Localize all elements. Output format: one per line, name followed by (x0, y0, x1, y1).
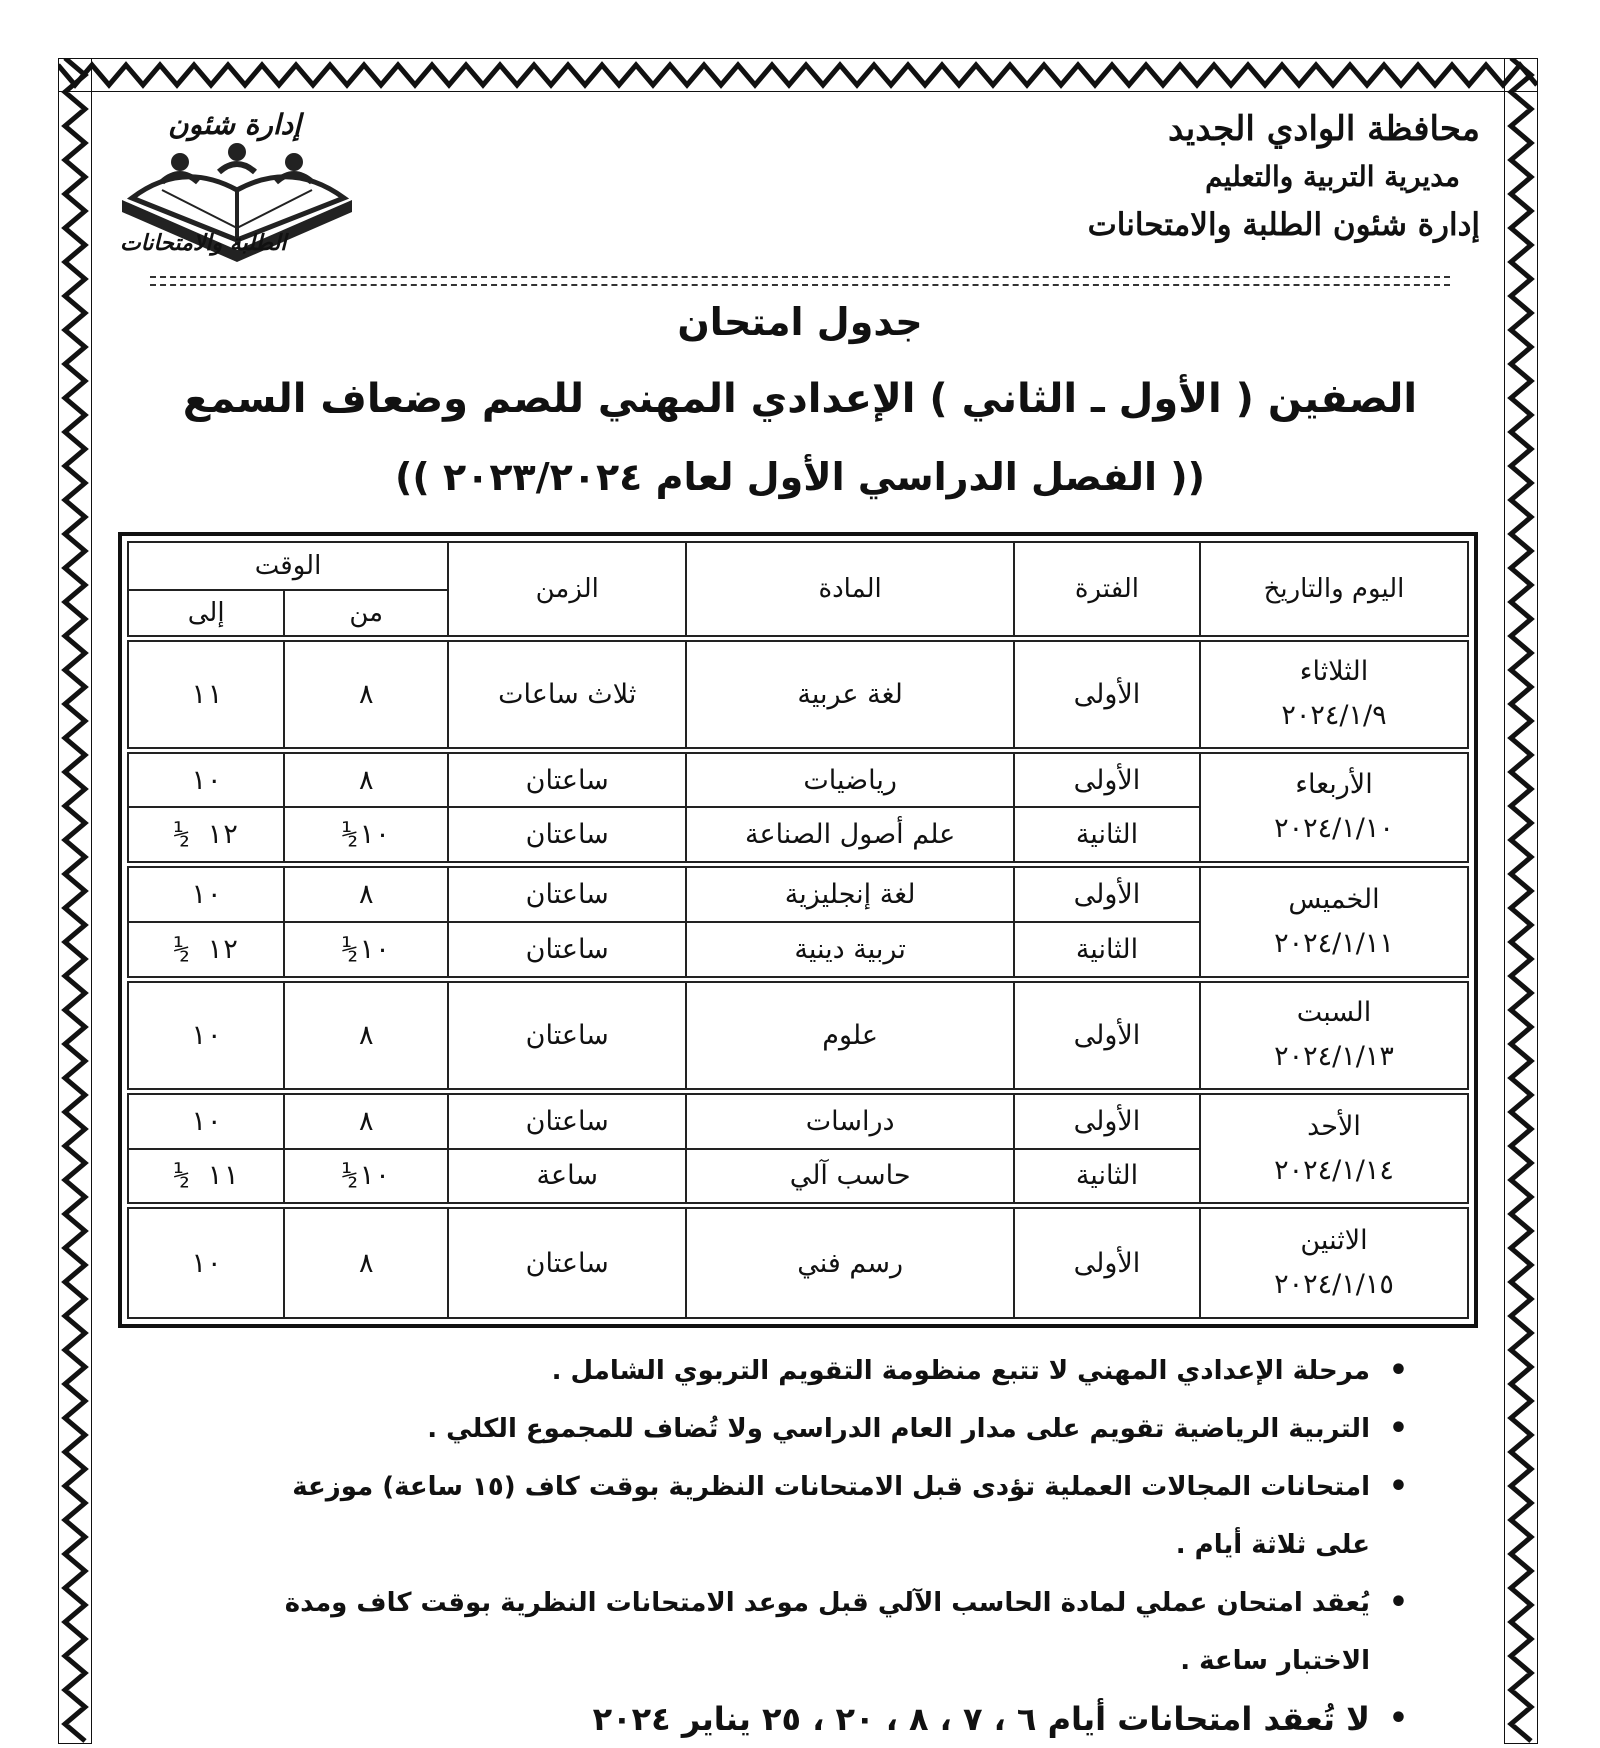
governorate-name: محافظة الوادي الجديد (1167, 109, 1480, 149)
note-item: • امتحانات المجالات العملية تؤدى قبل الامتحانات النظرية بوقت كاف (١٥ ساعة) موزعة على ثلاثة أيام . (280, 1458, 1370, 1574)
from-cell: ٨ (284, 1206, 448, 1318)
duration-cell: ثلاث ساعات (448, 638, 686, 750)
duration-cell: ساعتان (448, 807, 686, 864)
from-cell: ٨ (284, 750, 448, 807)
day-cell (1200, 638, 1468, 750)
from-cell: ١٠½ (284, 922, 448, 979)
header-to: إلى (128, 590, 284, 638)
day-date: ٢٠٢٤/١/١٥ (1274, 1269, 1394, 1301)
day-name: الخميس (1288, 883, 1380, 915)
to-cell: ١٠ (128, 979, 284, 1091)
from-cell: ١٠½ (284, 807, 448, 864)
to-cell: ١٢ ½ (128, 807, 284, 864)
day-name: الأربعاء (1295, 769, 1373, 801)
day-cell (1200, 1091, 1468, 1205)
header-time: الوقت (128, 542, 448, 590)
to-cell: ١٠ (128, 1206, 284, 1318)
day-date: ٢٠٢٤/١/١٣ (1274, 1041, 1394, 1073)
directorate-name: مديرية التربية والتعليم (1205, 160, 1460, 193)
page-subtitle: الصفين ( الأول ـ الثاني ) الإعدادي المهني للصم وضعاف السمع (182, 376, 1418, 422)
period-cell: الثانية (1014, 807, 1200, 864)
subject-cell: لغة إنجليزية (686, 865, 1014, 922)
schedule-table-frame (118, 532, 1478, 1328)
table-row (128, 865, 1468, 922)
zigzag-border-top (58, 58, 1538, 92)
table-row (128, 750, 1468, 807)
note-item: • يُعقد امتحان عملي لمادة الحاسب الآلي قبل موعد الامتحانات النظرية بوقت كاف ومدة الاختبار ساعة . (280, 1574, 1370, 1690)
header-period: الفترة (1014, 542, 1200, 638)
duration-cell: ساعتان (448, 750, 686, 807)
day-group (128, 865, 1468, 979)
schedule-table (127, 541, 1469, 1319)
day-name: الأحد (1307, 1110, 1361, 1142)
from-cell: ١٠½ (284, 1149, 448, 1206)
logo-bottom-text: الطلبة والامتحانات (120, 230, 287, 256)
header-duration: الزمن (448, 542, 686, 638)
day-group (128, 638, 1468, 750)
subject-cell: تربية دينية (686, 922, 1014, 979)
period-cell: الأولى (1014, 979, 1200, 1091)
term-label: (( الفصل الدراسي الأول لعام ٢٠٢٣/٢٠٢٤ )) (394, 455, 1205, 499)
logo-top-text: إدارة شئون (168, 108, 301, 141)
from-cell: ٨ (284, 865, 448, 922)
department-name: إدارة شئون الطلبة والامتحانات (1087, 207, 1480, 243)
header-block (1060, 105, 1480, 249)
to-cell: ١٠ (128, 1091, 284, 1148)
notes-section (280, 1342, 1410, 1748)
day-name: الاثنين (1300, 1225, 1368, 1257)
subject-cell: علم أصول الصناعة (686, 807, 1014, 864)
day-group (128, 1206, 1468, 1318)
day-cell (1200, 1206, 1468, 1318)
table-row (128, 1206, 1468, 1318)
subject-cell: لغة عربية (686, 638, 1014, 750)
header-from: من (284, 590, 448, 638)
note-item: • مرحلة الإعدادي المهني لا تتبع منظومة التقويم التربوي الشامل . (280, 1342, 1370, 1400)
period-cell: الأولى (1014, 865, 1200, 922)
day-group (128, 979, 1468, 1091)
note-item-no-exam-days: • لا تُعقد امتحانات أيام ٦ ، ٧ ، ٨ ، ٢٠ ، ٢٥ يناير ٢٠٢٤ (280, 1690, 1370, 1748)
header-subject: المادة (686, 542, 1014, 638)
notes-list (280, 1342, 1410, 1748)
period-cell: الثانية (1014, 1149, 1200, 1206)
period-cell: الأولى (1014, 1091, 1200, 1148)
duration-cell: ساعتان (448, 1091, 686, 1148)
subject-cell: حاسب آلي (686, 1149, 1014, 1206)
day-date: ٢٠٢٤/١/٩ (1281, 700, 1387, 732)
day-group (128, 750, 1468, 864)
header-day-date: اليوم والتاريخ (1200, 542, 1468, 638)
subject-cell: دراسات (686, 1091, 1014, 1148)
note-item: • التربية الرياضية تقويم على مدار العام الدراسي ولا تُضاف للمجموع الكلي . (280, 1400, 1370, 1458)
to-cell: ١١ (128, 638, 284, 750)
day-name: الثلاثاء (1299, 656, 1369, 688)
to-cell: ١٠ (128, 865, 284, 922)
day-group (128, 1091, 1468, 1205)
subject-cell: رياضيات (686, 750, 1014, 807)
period-cell: الأولى (1014, 638, 1200, 750)
duration-cell: ساعتان (448, 1206, 686, 1318)
from-cell: ٨ (284, 979, 448, 1091)
day-name: السبت (1296, 997, 1372, 1029)
day-cell (1200, 750, 1468, 864)
period-cell: الأولى (1014, 750, 1200, 807)
to-cell: ١١ ½ (128, 1149, 284, 1206)
subject-cell: رسم فني (686, 1206, 1014, 1318)
duration-cell: ساعتان (448, 979, 686, 1091)
table-row (128, 979, 1468, 1091)
duration-cell: ساعتان (448, 922, 686, 979)
to-cell: ١٠ (128, 750, 284, 807)
period-cell: الأولى (1014, 1206, 1200, 1318)
from-cell: ٨ (284, 638, 448, 750)
day-date: ٢٠٢٤/١/١٤ (1274, 1154, 1394, 1186)
page-title: جدول امتحان (677, 300, 923, 344)
duration-cell: ساعة (448, 1149, 686, 1206)
from-cell: ٨ (284, 1091, 448, 1148)
duration-cell: ساعتان (448, 865, 686, 922)
day-date: ٢٠٢٤/١/١١ (1274, 927, 1394, 959)
to-cell: ١٢ ½ (128, 922, 284, 979)
table-row (128, 1091, 1468, 1148)
period-cell: الثانية (1014, 922, 1200, 979)
day-cell (1200, 865, 1468, 979)
day-date: ٢٠٢٤/١/١٠ (1274, 813, 1394, 845)
header-separator (150, 276, 1450, 286)
table-row (128, 638, 1468, 750)
subject-cell: علوم (686, 979, 1014, 1091)
day-cell (1200, 979, 1468, 1091)
